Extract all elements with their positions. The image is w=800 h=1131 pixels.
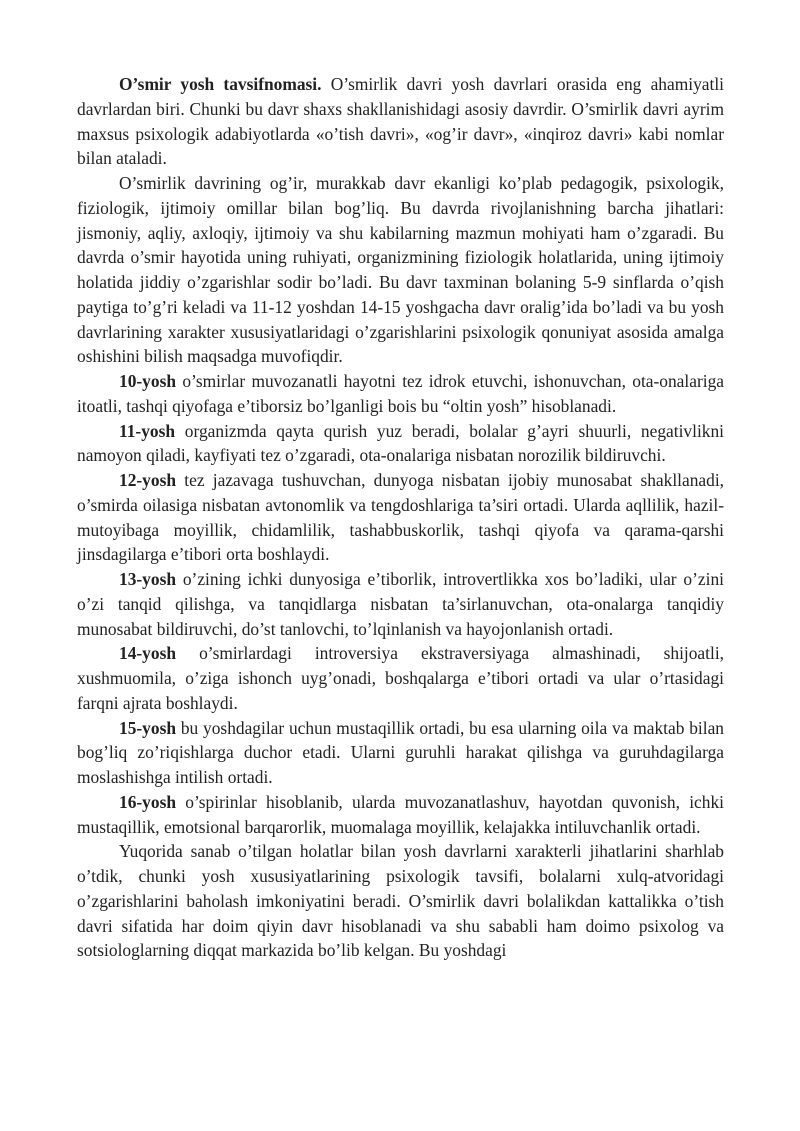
age-label: 16-yosh xyxy=(119,791,177,812)
paragraph-complexity xyxy=(77,171,724,369)
paragraph-text: O’smirlik davrining og’ir, murakkab davr ekanligi ko’plab pedagogik, psixologik, fiziologik, ijtimoiy omillar bilan bog’liq. Bu davrda rivojlanishning barcha jihatlari: jismoniy, aqliy, axloqiy, ijtimoiy va shu kabilarning mazmun mohiyati ham o’zgaradi. Bu davrda o’smir hayotida uning ruhiyati, organizmining fiziologik holatlarida, uning ijtimoiy holatida jiddiy o’zgarishlar sodir bo’ladi. Bu davr taxminan bolaning 5-9 sinflarda o’qish paytiga to’g’ri keladi va 11-12 yoshdan 14-15 yoshgacha davr oralig’ida bo’ladi va bu yosh davrlarining xarakter xususiyatlaridagi o’zgarishlarini psixologik qonuniyat asosida amalga oshishini bilish maqsadga muvofiqdir. xyxy=(77,173,724,367)
paragraph-text: o’smirlardagi introversiya ekstraversiyaga almashinadi, shijoatli, xushmuomila, o’ziga ishonch uyg’onadi, boshqalarga e’tibori ortadi va ular o’rtasidagi farqni ajrata boshlaydi. xyxy=(77,643,724,713)
age-label: 11-yosh xyxy=(119,420,176,441)
paragraph-text: O’smirlik davri yosh davrlari orasida eng ahamiyatli davrlardan biri. Chunki bu davr shaxs shakllanishidagi asosiy davrdir. O’smirlik davri ayrim maxsus psixologik adabiyotlarda «o’tish davri», «og’ir davr», «inqiroz davri» kabi nomlar bilan ataladi. xyxy=(77,74,724,169)
paragraph-summary xyxy=(77,839,724,963)
paragraph-text: o’smirlar muvozanatli hayotni tez idrok etuvchi, ishonuvchan, ota-onalariga itoatli, tashqi qiyofaga e’tiborsiz bo’lganligi bois bu “oltin yosh” hisoblanadi. xyxy=(77,371,724,416)
paragraph-text: Yuqorida sanab o’tilgan holatlar bilan yosh davrlarni xarakterli jihatlarini sharhlab o’tdik, chunki yosh xususiyatlarining psixologik tavsifi, bolalarni xulq-atvoridagi o’zgarishlarini baholash imkoniyatini beradi. O’smirlik davri bolalikdan kattalikka o’tish davri sifatida har doim qiyin davr hisoblanadi va shu sababli ham doimo psixolog va sotsiologlarning diqqat markazida bo’lib kelgan. Bu yoshdagi xyxy=(77,841,724,961)
section-heading: O’smir yosh tavsifnomasi. xyxy=(119,74,322,94)
paragraph-text: tez jazavaga tushuvchan, dunyoga nisbatan ijobiy munosabat shakllanadi, o’smirda oilasiga nisbatan avtonomlik va tengdoshlariga ta’siri ortadi. Ularda aqllilik, hazil-mutoyibaga moyillik, chidamlilik, tashabbuskorlik, tashqi qiyofa va qarama-qarshi jinsdagilarga e’tibori orta boshlaydi. xyxy=(77,470,724,565)
paragraph-age-13 xyxy=(77,567,724,641)
paragraph-age-15 xyxy=(77,716,724,790)
paragraph-intro xyxy=(77,72,724,171)
paragraph-age-14 xyxy=(77,641,724,715)
age-label: 15-yosh xyxy=(119,717,177,738)
paragraph-age-10 xyxy=(77,369,724,419)
age-label: 13-yosh xyxy=(119,569,177,589)
paragraph-text: bu yoshdagilar uchun mustaqillik ortadi, bu esa ularning oila va maktab bilan bog’liq zo’riqishlarga duchor etadi. Ularni guruhli harakat qilishga va guruhdagilarga moslashishga intilish ortadi. xyxy=(77,717,724,787)
age-label: 10-yosh xyxy=(119,371,177,391)
document-page xyxy=(77,72,724,963)
paragraph-age-11 xyxy=(77,419,724,469)
age-label: 12-yosh xyxy=(119,470,177,490)
paragraph-age-16 xyxy=(77,790,724,840)
paragraph-text: o’spirinlar hisoblanib, ularda muvozanatlashuv, hayotdan quvonish, ichki mustaqillik, emotsional barqarorlik, muomalaga moyillik, kelajakka intiluvchanlik ortadi. xyxy=(77,791,724,837)
paragraph-text: o’zining ichki dunyosiga e’tiborlik, introvertlikka xos bo’ladiki, ular o’zini o’zi tanqid qilishga, va tanqidlarga nisbatan ta’sirlanuvchan, ota-onalarga tanqidiy munosabat bildiruvchi, do’st tanlovchi, to’lqinlanish va hayojonlanish ortadi. xyxy=(77,569,724,639)
age-label: 14-yosh xyxy=(119,643,177,664)
paragraph-text: organizmda qayta qurish yuz beradi, bolalar g’ayri shuurli, negativlikni namoyon qiladi, kayfiyati tez o’zgaradi, ota-onalariga nisbatan norozilik bildiruvchi. xyxy=(77,420,724,466)
paragraph-age-12 xyxy=(77,468,724,567)
